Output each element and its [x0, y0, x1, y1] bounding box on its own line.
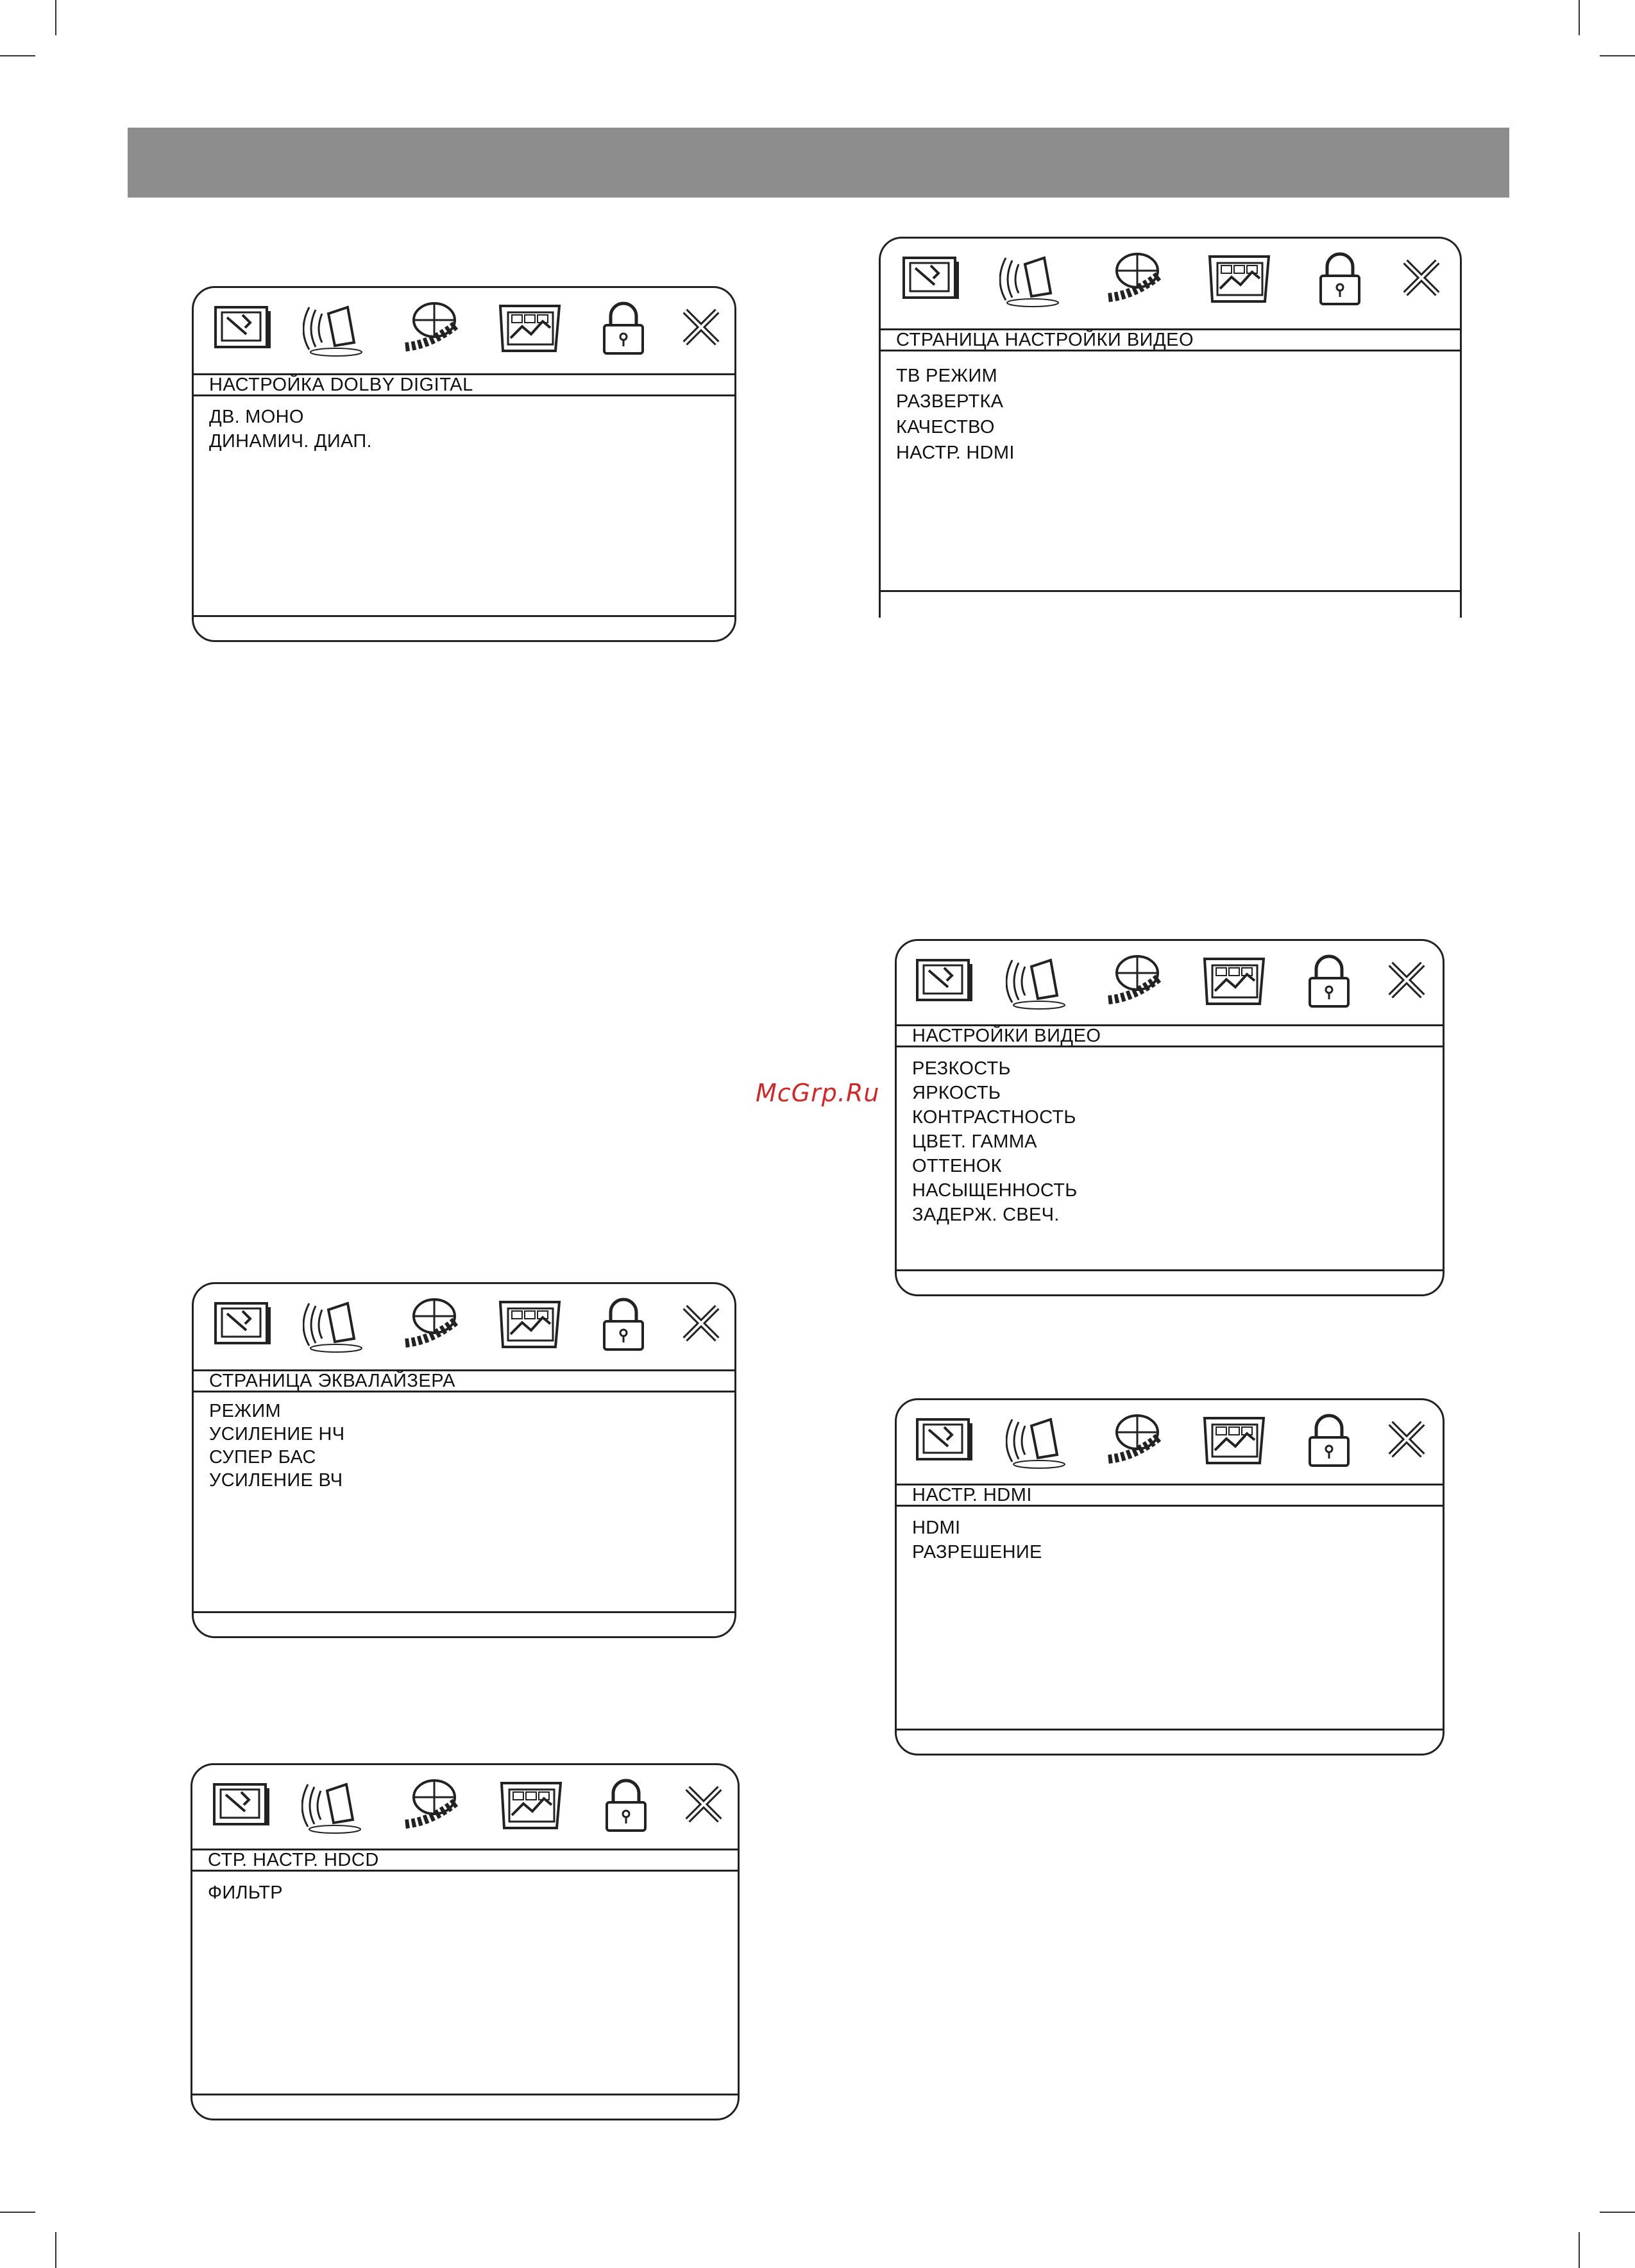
menu-items [896, 363, 1015, 466]
menu-item[interactable]: ДИНАМИЧ. ДИАП. [209, 431, 372, 452]
film-reel-icon[interactable] [1102, 1413, 1166, 1471]
setup-icon[interactable] [901, 253, 960, 303]
speaker-icon[interactable] [301, 1778, 366, 1836]
speaker-icon[interactable] [303, 301, 367, 359]
icon-bar [192, 1765, 738, 1855]
icon-bar [194, 1284, 734, 1374]
crop-mark [0, 2212, 35, 2213]
picture-icon[interactable] [495, 302, 566, 355]
picture-icon[interactable] [1199, 955, 1270, 1008]
setup-icon[interactable] [213, 302, 272, 352]
setup-icon[interactable] [212, 1779, 271, 1829]
menu-item[interactable]: НАСТР. HDMI [896, 443, 1015, 463]
crop-mark [1579, 0, 1580, 35]
film-reel-icon[interactable] [1102, 251, 1166, 309]
picture-icon[interactable] [495, 1298, 566, 1351]
footer-divider [194, 615, 734, 617]
panel-dolby-digital [192, 286, 736, 642]
film-reel-icon[interactable] [399, 301, 463, 359]
menu-items [209, 405, 372, 453]
menu-items [912, 1516, 1042, 1564]
menu-item[interactable]: СУПЕР БАС [209, 1447, 316, 1468]
footer-divider [194, 1611, 734, 1613]
menu-item[interactable]: КОНТРАСТНОСТЬ [912, 1107, 1076, 1128]
panel-title: НАСТР. HDMI [897, 1484, 1443, 1507]
setup-icon[interactable] [915, 955, 974, 1005]
picture-icon[interactable] [1199, 1414, 1270, 1467]
header-band [128, 128, 1509, 198]
menu-items [209, 1400, 344, 1492]
speaker-icon[interactable] [999, 251, 1063, 309]
close-icon[interactable] [679, 305, 724, 350]
picture-icon[interactable] [1205, 253, 1275, 305]
menu-item[interactable]: НАСЫЩЕННОСТЬ [912, 1180, 1078, 1201]
icon-bar [897, 941, 1443, 1031]
close-icon[interactable] [679, 1301, 724, 1346]
setup-icon[interactable] [915, 1414, 974, 1464]
icon-bar [194, 288, 734, 378]
speaker-icon[interactable] [1006, 1413, 1070, 1471]
crop-mark [1579, 2232, 1580, 2268]
footer-divider [897, 1729, 1443, 1731]
footer-divider [897, 1269, 1443, 1271]
menu-item[interactable]: РАЗРЕШЕНИЕ [912, 1542, 1042, 1562]
menu-item[interactable]: УСИЛЕНИЕ НЧ [209, 1424, 345, 1444]
menu-item[interactable]: РЕЖИМ [209, 1401, 281, 1421]
menu-items [208, 1881, 283, 1905]
film-reel-icon[interactable] [1102, 954, 1166, 1011]
setup-icon[interactable] [213, 1298, 272, 1348]
lock-icon[interactable] [1305, 1412, 1353, 1469]
menu-item[interactable]: ЗАДЕРЖ. СВЕЧ. [912, 1205, 1060, 1225]
menu-item[interactable]: РАЗВЕРТКА [896, 391, 1004, 412]
crop-mark [55, 2232, 56, 2268]
lock-icon[interactable] [1305, 952, 1353, 1010]
speaker-icon[interactable] [303, 1297, 367, 1355]
panel-video-setup [879, 237, 1462, 618]
crop-mark [55, 0, 56, 35]
panel-hdmi [895, 1398, 1444, 1756]
film-reel-icon[interactable] [399, 1778, 463, 1836]
film-reel-icon[interactable] [399, 1297, 463, 1355]
menu-item[interactable]: РЕЗКОСТЬ [912, 1058, 1011, 1079]
crop-mark [1600, 2212, 1635, 2213]
panel-equalizer [192, 1282, 736, 1638]
menu-item[interactable]: ЯРКОСТЬ [912, 1083, 1001, 1103]
icon-bar [897, 1400, 1443, 1490]
footer-divider [192, 2094, 738, 2095]
lock-icon[interactable] [599, 300, 648, 357]
picture-icon[interactable] [496, 1779, 567, 1832]
menu-item[interactable]: ТВ РЕЖИМ [896, 366, 997, 386]
close-icon[interactable] [681, 1782, 726, 1827]
menu-item[interactable]: ДВ. МОНО [209, 407, 304, 427]
menu-item[interactable]: HDMI [912, 1518, 961, 1538]
close-icon[interactable] [1384, 958, 1429, 1003]
menu-items [912, 1056, 1078, 1227]
menu-item[interactable]: КАЧЕСТВО [896, 417, 995, 437]
menu-item[interactable]: ОТТЕНОК [912, 1156, 1002, 1176]
menu-item[interactable]: ФИЛЬТР [208, 1883, 283, 1903]
menu-item[interactable]: УСИЛЕНИЕ ВЧ [209, 1470, 343, 1491]
panel-title: СТРАНИЦА ЭКВАЛАЙЗЕРА [194, 1369, 734, 1392]
speaker-icon[interactable] [1006, 954, 1070, 1011]
panel-title: НАСТРОЙКИ ВИДЕО [897, 1024, 1443, 1047]
close-icon[interactable] [1399, 255, 1444, 300]
panel-title: СТРАНИЦА НАСТРОЙКИ ВИДЕО [881, 328, 1460, 351]
crop-mark [1600, 55, 1635, 56]
panel-hdcd [191, 1763, 740, 2120]
menu-item[interactable]: ЦВЕТ. ГАММА [912, 1131, 1037, 1152]
panel-title: НАСТРОЙКА DOLBY DIGITAL [194, 373, 734, 396]
crop-mark [0, 55, 35, 56]
panel-video-quality [895, 939, 1444, 1296]
close-icon[interactable] [1384, 1417, 1429, 1462]
lock-icon[interactable] [599, 1296, 648, 1353]
panel-title: СТР. НАСТР. HDCD [192, 1849, 738, 1872]
lock-icon[interactable] [602, 1777, 650, 1834]
icon-bar [881, 239, 1460, 328]
lock-icon[interactable] [1316, 250, 1364, 308]
watermark: McGrp.Ru [756, 1079, 880, 1107]
footer-divider [881, 590, 1460, 592]
